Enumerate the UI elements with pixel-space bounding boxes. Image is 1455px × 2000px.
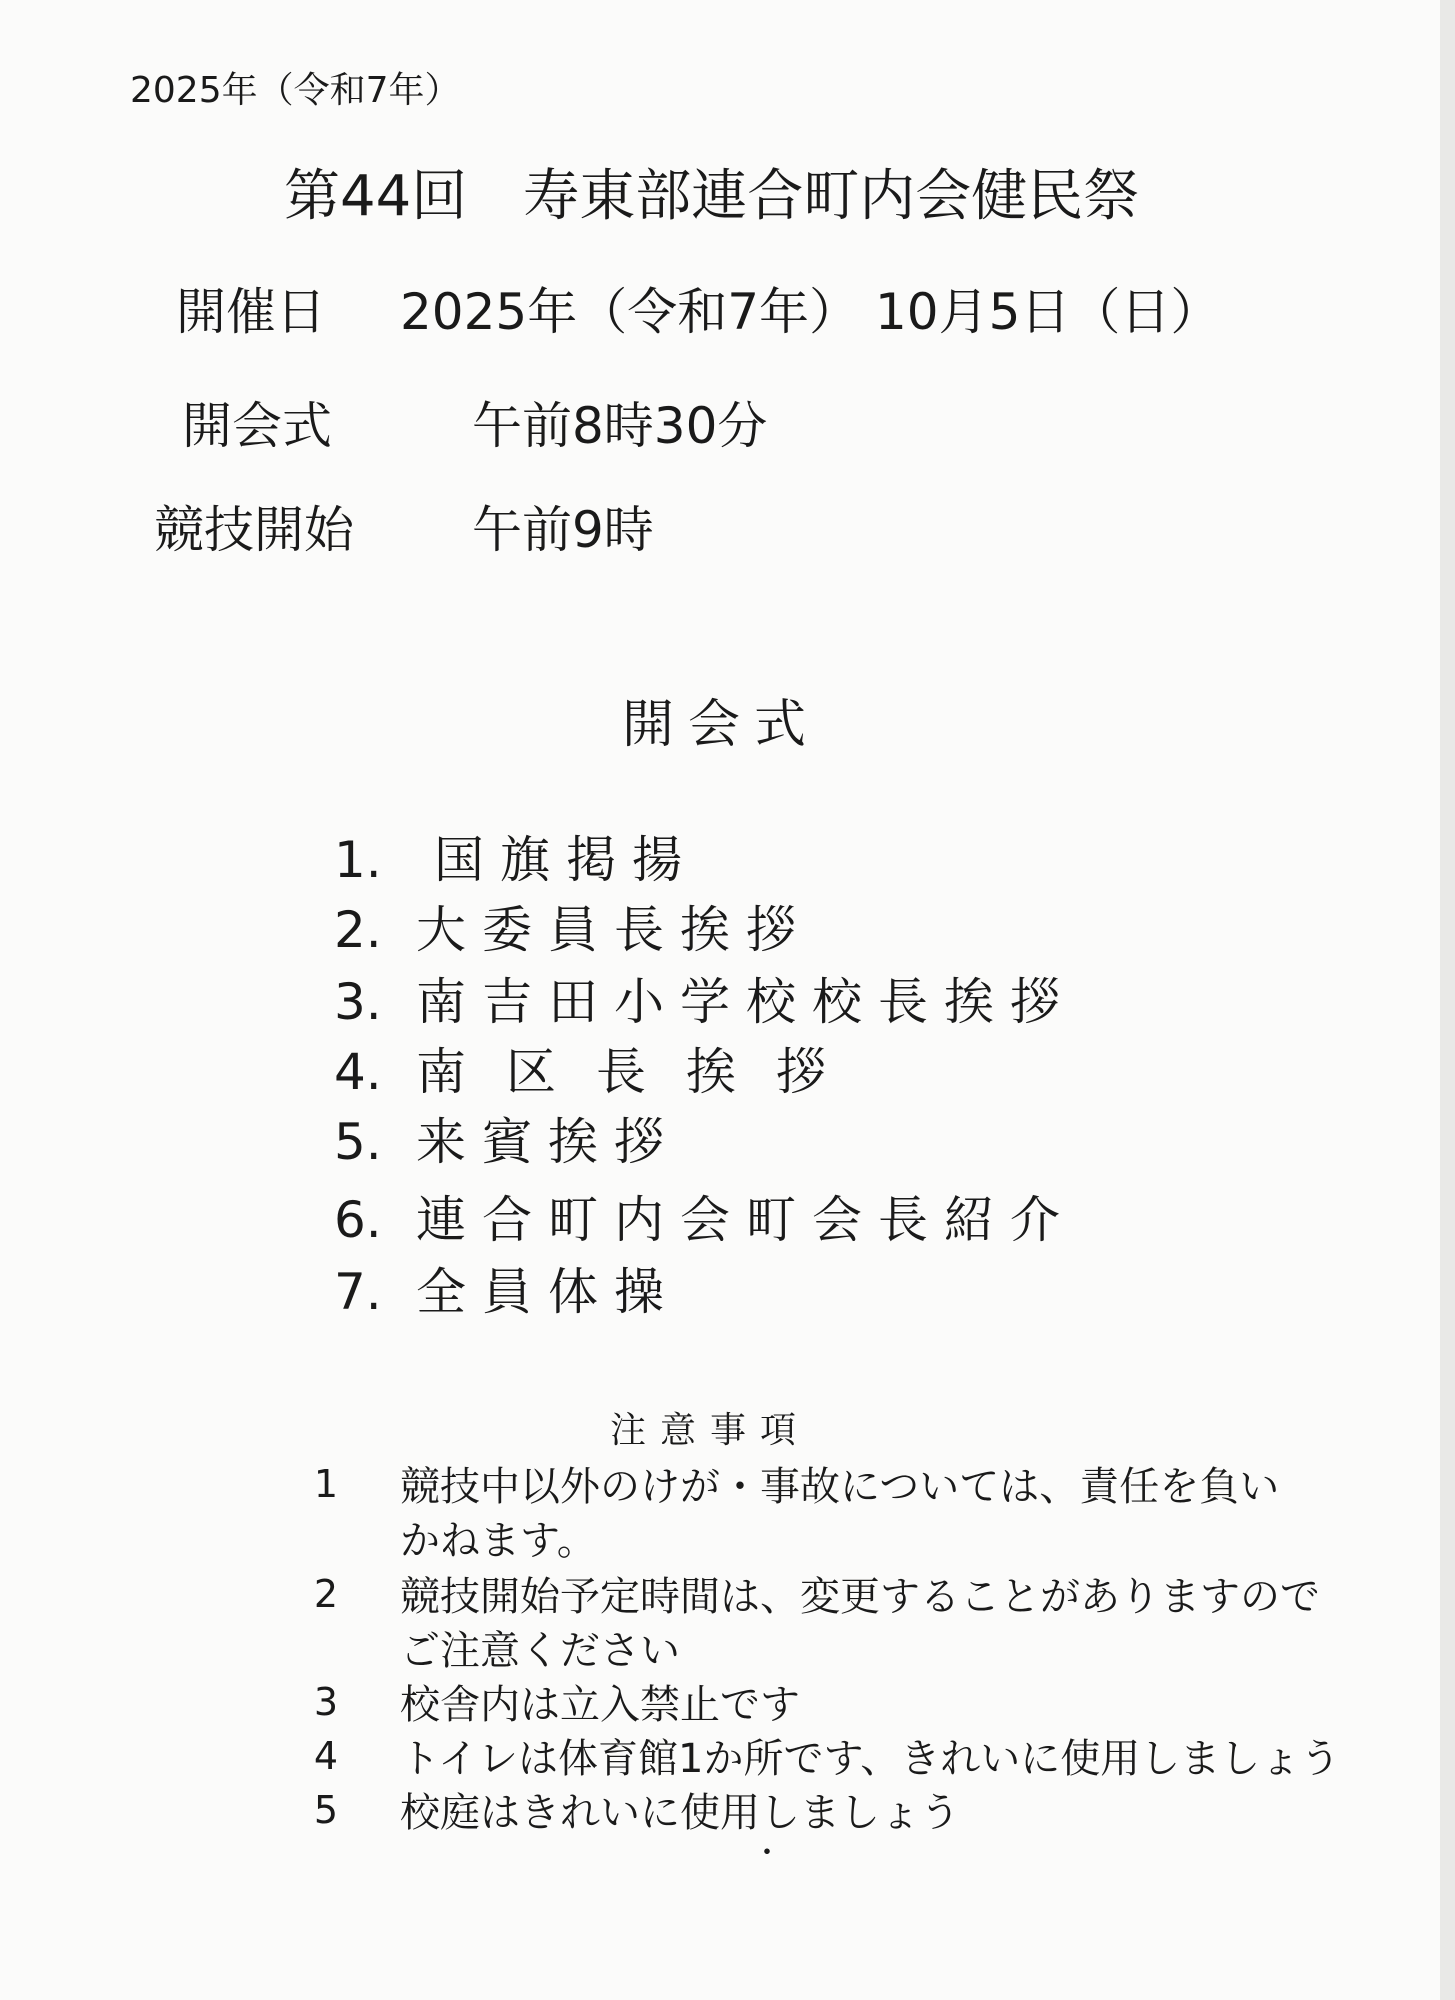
program-item (334, 1252, 680, 1324)
note-text: 校舎内は立入禁止です (400, 1682, 800, 1728)
program-item (334, 1102, 680, 1174)
page-title: 第44回 寿東部連合町内会健民祭 (284, 164, 1140, 229)
info-ceremony-label: 開会式 (182, 397, 332, 455)
program-item (334, 890, 812, 962)
program-item-number: 4. (334, 1043, 382, 1101)
info-date-value: 2025年（令和7年） 10月5日（日） (400, 283, 1221, 341)
program-item-number: 2. (334, 901, 382, 959)
program-item-number: 5. (334, 1113, 382, 1171)
info-date-label: 開催日 (176, 283, 326, 341)
note-text: トイレは体育館1か所です、きれいに使用しましょう (400, 1736, 1341, 1782)
note-text: 校庭はきれいに使用しましょう (400, 1790, 960, 1836)
program-item-text: 来賓挨拶 (416, 1113, 680, 1171)
notes-heading: 注意事項 (610, 1410, 811, 1451)
note-number: 1 (313, 1462, 339, 1506)
program-item (334, 1032, 866, 1104)
program-item-number: 7. (334, 1263, 382, 1321)
info-ceremony-value: 午前8時30分 (472, 397, 768, 455)
program-item-text: 南吉田小学校校長挨拶 (416, 973, 1076, 1031)
note-text: ご注意ください (400, 1628, 680, 1674)
info-start-value: 午前9時 (472, 501, 654, 559)
note-number: 5 (313, 1788, 339, 1832)
header-year: 2025年（令和7年） (130, 70, 461, 111)
ceremony-heading: 開会式 (622, 695, 821, 755)
program-item-text: 連合町内会町会長紹介 (416, 1191, 1076, 1249)
program-item (334, 962, 1076, 1034)
note-number: 2 (313, 1572, 339, 1616)
paper-edge (1440, 0, 1455, 2000)
note-text: かねます。 (400, 1518, 597, 1564)
info-start-label: 競技開始 (154, 501, 354, 559)
program-item-text: 大委員長挨拶 (416, 901, 812, 959)
note-number: 4 (313, 1734, 339, 1778)
program-item-text: 全員体操 (416, 1263, 680, 1321)
program-item (334, 820, 698, 892)
note-text: 競技開始予定時間は、変更することがありますので (400, 1574, 1320, 1620)
program-item-text: 国旗掲揚 (434, 831, 698, 889)
note-text: 競技中以外のけが・事故については、責任を負い (400, 1464, 1280, 1510)
program-item-number: 6. (334, 1191, 382, 1249)
program-item-text: 南区長挨拶 (416, 1043, 866, 1101)
program-item-number: 3. (334, 973, 382, 1031)
program-item-number: 1. (334, 831, 382, 889)
footer-dot: ・ (752, 1836, 782, 1871)
note-number: 3 (313, 1680, 339, 1724)
program-item (334, 1180, 1076, 1252)
